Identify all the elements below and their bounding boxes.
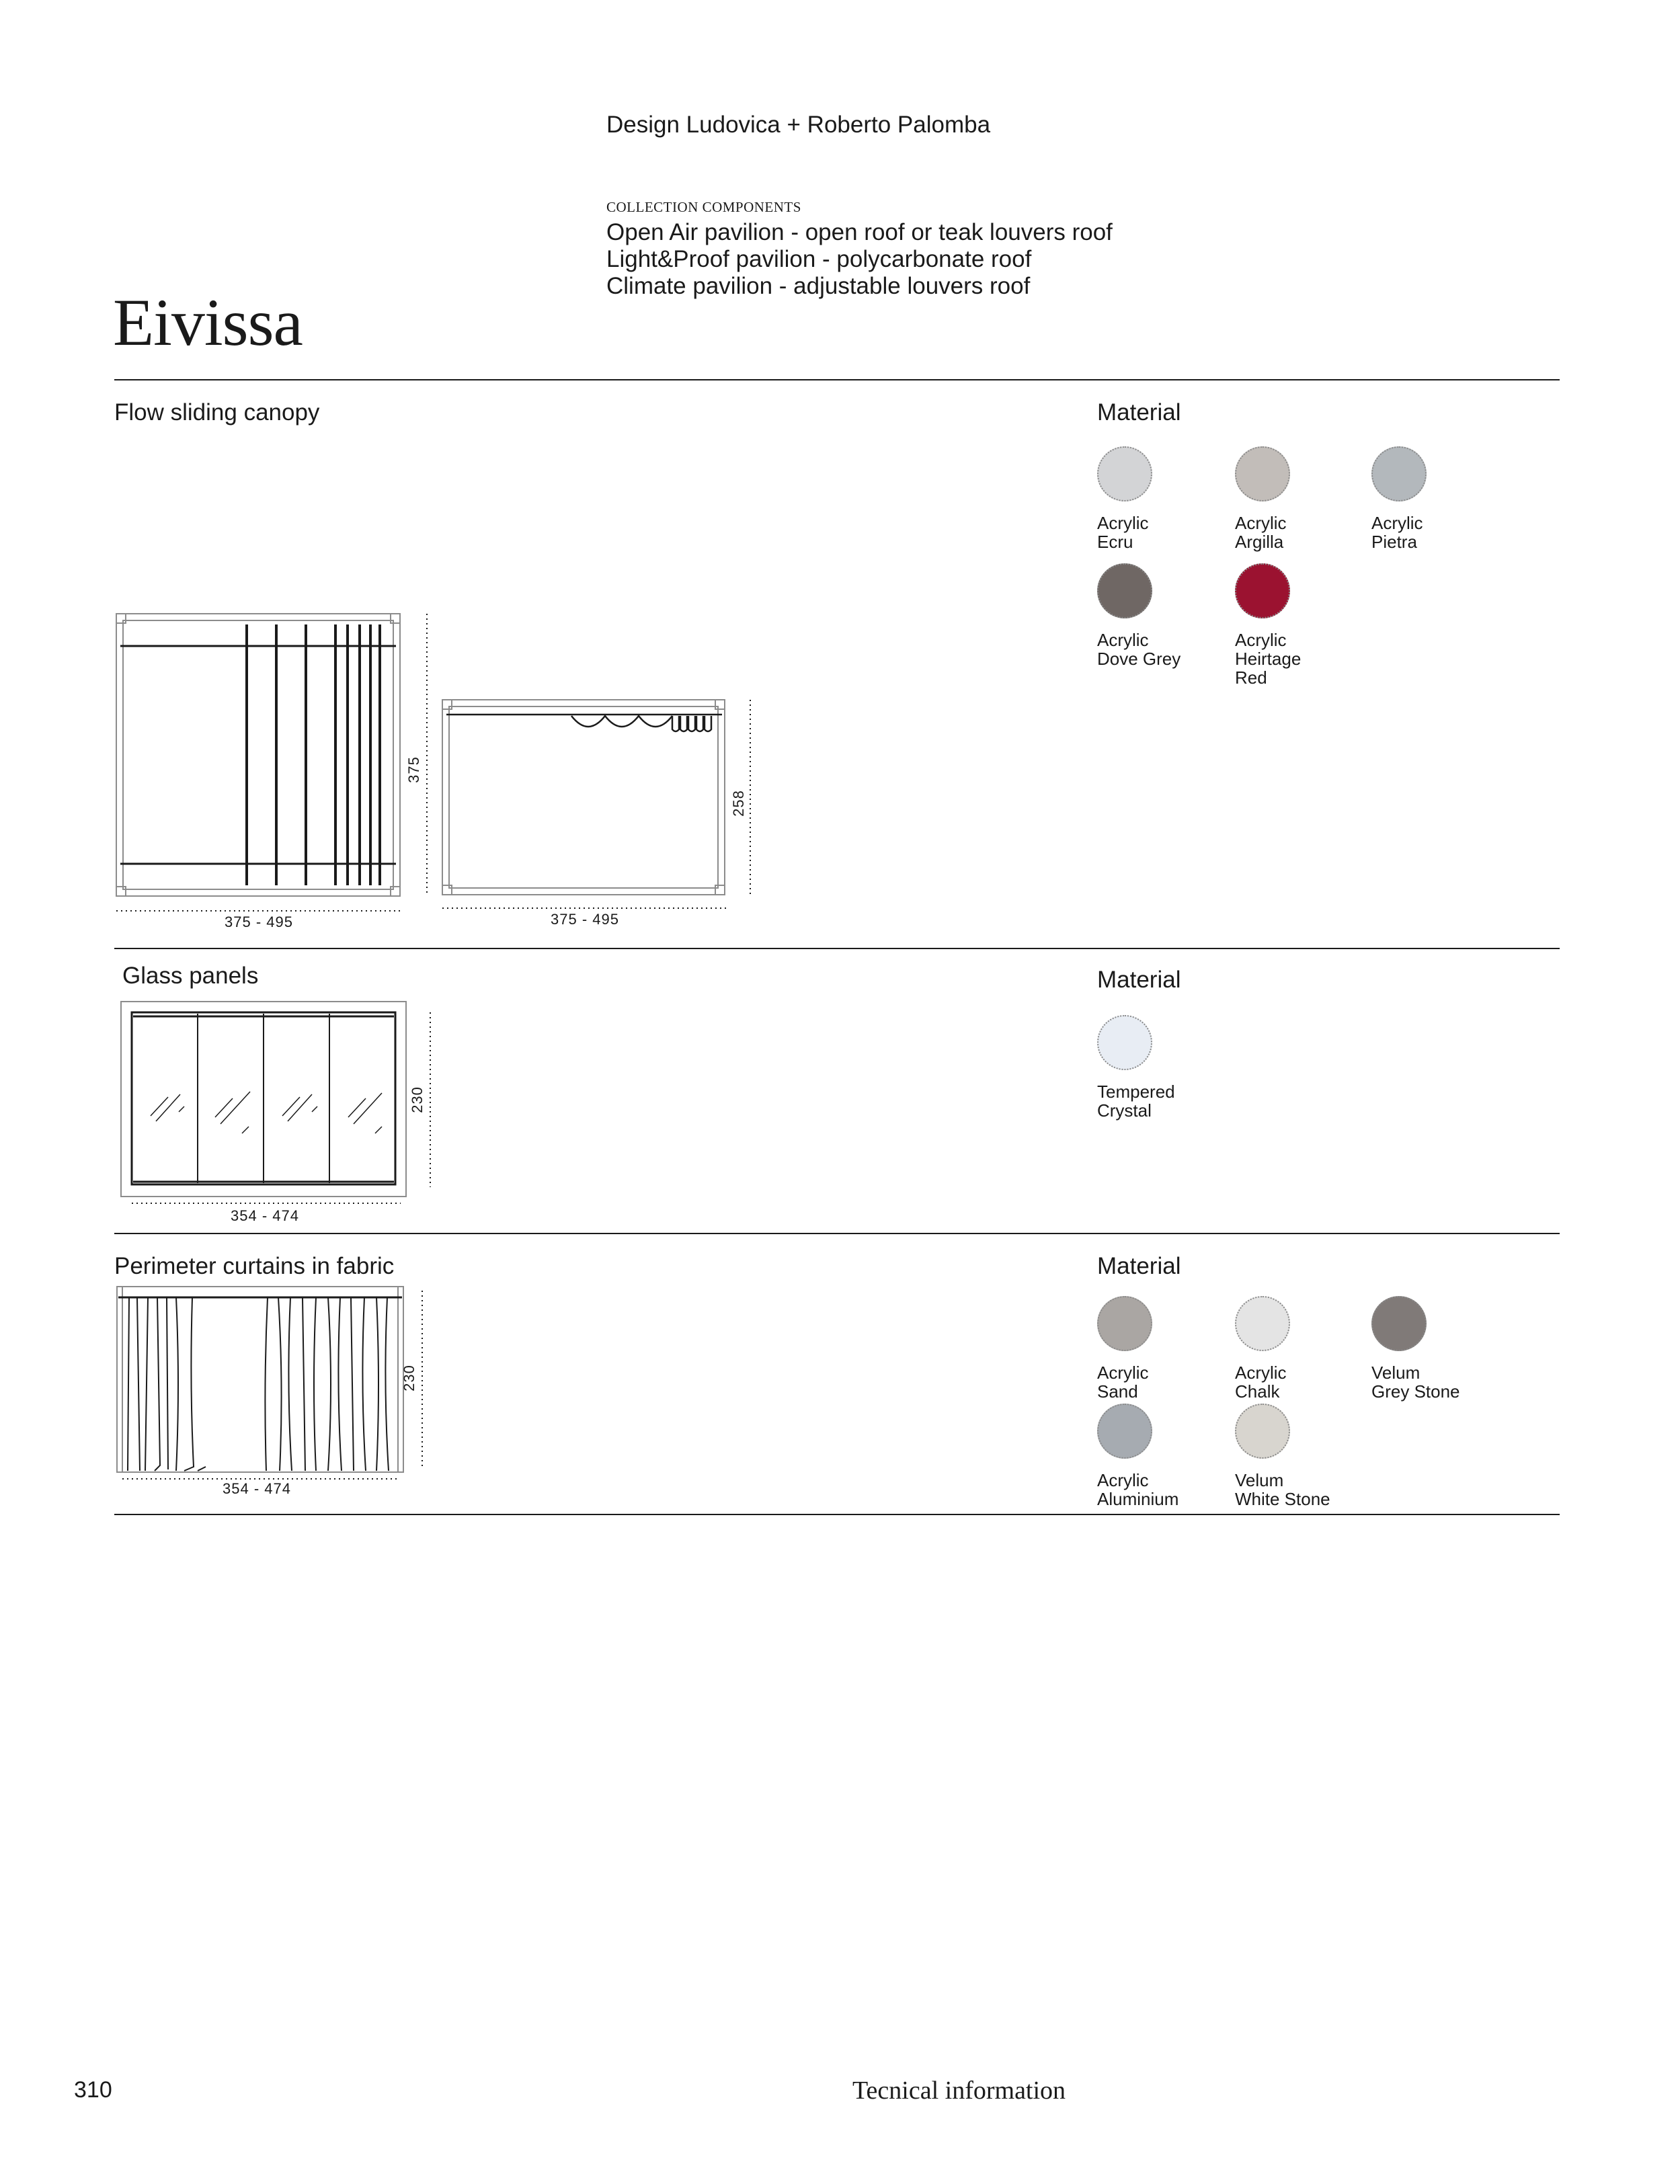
material-title: Material — [1097, 399, 1181, 426]
designer-credit: Design Ludovica + Roberto Palomba — [606, 112, 991, 138]
divider — [114, 379, 1560, 380]
swatch-acrylic-pietra: Acrylic Pietra — [1371, 446, 1519, 551]
dim-glass-height: 230 — [409, 1086, 426, 1113]
glass-panels-drawing — [118, 999, 441, 1227]
collection-components-list — [606, 219, 1113, 300]
canopy-side-drawing — [437, 696, 760, 931]
swatch-color — [1235, 563, 1290, 618]
dim-glass-width: 354 - 474 — [231, 1207, 299, 1224]
swatch-color — [1097, 1296, 1152, 1351]
dim-side-width: 375 - 495 — [551, 911, 619, 928]
swatch-color — [1371, 1296, 1427, 1351]
swatch-tempered-crystal: Tempered Crystal — [1097, 1015, 1245, 1120]
swatch-color — [1235, 1296, 1290, 1351]
canopy-front-drawing — [111, 608, 434, 931]
swatch-acrylic-dove-grey: Acrylic Dove Grey — [1097, 563, 1245, 668]
swatch-color — [1235, 1404, 1290, 1459]
divider — [114, 948, 1560, 949]
material-title: Material — [1097, 1253, 1181, 1279]
dim-curtains-height: 230 — [401, 1365, 417, 1391]
material-title: Material — [1097, 967, 1181, 993]
dim-front-height: 375 — [405, 756, 422, 783]
divider — [114, 1233, 1560, 1234]
swatch-acrylic-chalk: Acrylic Chalk — [1235, 1296, 1383, 1401]
swatch-acrylic-heirtage-red: Acrylic Heirtage Red — [1235, 563, 1383, 687]
swatch-color — [1371, 446, 1427, 501]
swatch-velum-grey-stone: Velum Grey Stone — [1371, 1296, 1519, 1401]
swatch-velum-white-stone: Velum White Stone — [1235, 1404, 1383, 1508]
section-title-flow-sliding-canopy: Flow sliding canopy — [114, 399, 320, 426]
swatch-color — [1097, 446, 1152, 501]
component-item: Climate pavilion - adjustable louvers roof — [606, 273, 1031, 299]
curtains-drawing — [114, 1284, 437, 1497]
swatch-acrylic-argilla: Acrylic Argilla — [1235, 446, 1383, 551]
component-item: Open Air pavilion - open roof or teak louvers roof — [606, 219, 1113, 245]
dim-curtains-width: 354 - 474 — [223, 1480, 291, 1497]
dim-side-height: 258 — [730, 790, 747, 817]
swatch-color — [1097, 1404, 1152, 1459]
swatch-acrylic-sand: Acrylic Sand — [1097, 1296, 1245, 1401]
component-item: Light&Proof pavilion - polycarbonate roof — [606, 246, 1032, 272]
swatch-acrylic-aluminium: Acrylic Aluminium — [1097, 1404, 1245, 1508]
swatch-color — [1097, 1015, 1152, 1070]
swatch-color — [1097, 563, 1152, 618]
divider — [114, 1514, 1560, 1515]
collection-components-label: COLLECTION COMPONENTS — [606, 199, 801, 215]
footer-title: Tecnical information — [852, 2076, 1066, 2105]
swatch-color — [1235, 446, 1290, 501]
page-title: Eivissa — [113, 285, 303, 360]
section-title-glass-panels: Glass panels — [122, 963, 259, 989]
swatch-acrylic-ecru: Acrylic Ecru — [1097, 446, 1245, 551]
dim-front-width: 375 - 495 — [225, 914, 293, 930]
section-title-perimeter-curtains: Perimeter curtains in fabric — [114, 1253, 395, 1279]
page-number: 310 — [74, 2077, 112, 2103]
